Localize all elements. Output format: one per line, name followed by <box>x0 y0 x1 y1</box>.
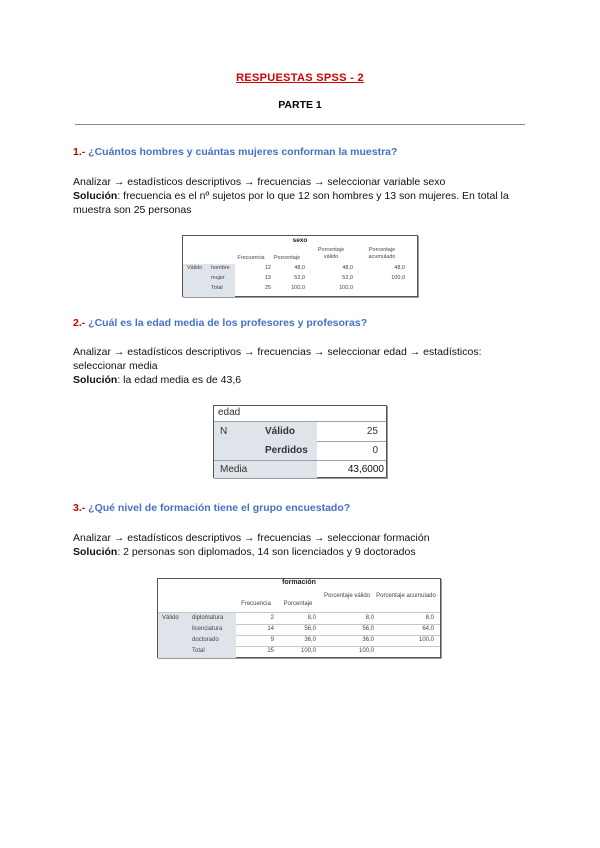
cell-cum: 8,0 <box>425 615 434 621</box>
cell-freq: 2 <box>270 615 274 621</box>
cell-valid: 8,0 <box>365 615 374 621</box>
cell-pct: 48,0 <box>294 265 305 271</box>
cell-valid: 48,0 <box>342 265 353 271</box>
cell-freq: 14 <box>267 626 274 632</box>
group-label: Válido <box>187 265 203 271</box>
row-divider <box>236 646 440 647</box>
cell-valid: 56,0 <box>362 626 374 632</box>
solution-text: : frecuencia es el nº sujetos por lo que 12 son hombres y 13 son mujeres. En total la muestra son 25 personas <box>73 190 509 216</box>
solution-text: : la edad media es de 43,6 <box>117 374 242 386</box>
col-header: Frecuencia <box>237 255 265 261</box>
document-title: RESPUESTAS SPSS - 2 <box>236 72 364 84</box>
cell-freq: 13 <box>264 275 271 281</box>
question-2-number: 2.- <box>73 317 86 329</box>
solution-label: Solución <box>73 374 118 386</box>
table-title: formación <box>282 579 316 586</box>
cell-freq: 9 <box>270 637 274 643</box>
cell-pct: 8,0 <box>307 615 316 621</box>
question-3-number: 3.- <box>73 502 86 514</box>
row-label: Total <box>192 648 205 654</box>
col-header: Porcentaje válido <box>317 247 345 260</box>
cell-pct: 52,0 <box>294 275 305 281</box>
cell-freq: 25 <box>264 285 271 291</box>
question-3 <box>73 502 350 514</box>
row-divider <box>236 624 440 625</box>
row-divider <box>317 441 386 442</box>
solution-label: Solución <box>73 190 118 202</box>
cell-valid: 100,0 <box>339 285 353 291</box>
valid-value: 25 <box>366 426 378 437</box>
col-header: Porcentaje válido <box>323 593 371 599</box>
cell-pct: 56,0 <box>304 626 316 632</box>
cell-cum: 100,0 <box>418 637 434 643</box>
table-title: sexo <box>292 237 308 244</box>
col-header: Frecuencia <box>241 601 271 607</box>
cell-pct: 36,0 <box>304 637 316 643</box>
mean-value: 43,6000 <box>347 464 384 475</box>
answer-2-solution <box>73 373 528 387</box>
cell-valid: 36,0 <box>362 637 374 643</box>
answer-3-steps: Analizar → estadísticos descriptivos → frecuencias → seleccionar formación <box>73 532 430 544</box>
row-label: licenciatura <box>192 626 223 632</box>
col-header: Porcentaje <box>273 255 301 261</box>
n-label: N <box>220 426 228 437</box>
answer-1-steps: Analizar → estadísticos descriptivos → frecuencias → seleccionar variable sexo <box>73 176 446 188</box>
answer-2 <box>73 345 528 387</box>
cell-freq: 25 <box>267 648 274 654</box>
spss-table-edad <box>213 405 387 478</box>
row-label: hombre <box>211 265 230 271</box>
cell-cum: 48,0 <box>394 265 405 271</box>
cell-pct: 100,0 <box>291 285 305 291</box>
row-divider <box>236 635 440 636</box>
cell-pct: 100,0 <box>300 648 316 654</box>
col-header: Porcentaje <box>283 601 313 607</box>
spss-table-formacion <box>157 578 441 658</box>
answer-2-steps: Analizar → estadísticos descriptivos → frecuencias → seleccionar edad → estadísticos: seleccionar media <box>73 346 482 372</box>
table-title: edad <box>218 407 241 418</box>
row-label: mujer <box>211 275 225 281</box>
answer-1 <box>73 175 528 217</box>
solution-text: : 2 personas son diplomados, 14 son licenciados y 9 doctorados <box>117 546 416 558</box>
cell-valid: 52,0 <box>342 275 353 281</box>
section-title: PARTE 1 <box>278 99 322 111</box>
group-label: Válido <box>162 615 179 621</box>
missing-value: 0 <box>372 445 378 456</box>
col-header: Porcentaje acumulado <box>368 247 396 260</box>
question-1-text: ¿Cuántos hombres y cuántas mujeres conforman la muestra? <box>85 146 398 158</box>
question-2-text: ¿Cuál es la edad media de los profesores y profesoras? <box>85 317 368 329</box>
row-label: doctorado <box>192 637 219 643</box>
divider <box>75 124 525 125</box>
spss-table-sexo <box>182 235 418 297</box>
row-label: Total <box>211 285 223 291</box>
solution-label: Solución <box>73 546 118 558</box>
answer-3 <box>73 531 528 559</box>
question-2 <box>73 317 367 329</box>
mean-label: Media <box>220 464 248 475</box>
cell-cum: 100,0 <box>391 275 405 281</box>
row-label: diplomatura <box>192 615 224 621</box>
valid-label: Válido <box>265 426 296 437</box>
missing-label: Perdidos <box>265 445 308 456</box>
cell-cum: 64,0 <box>422 626 434 632</box>
answer-1-solution <box>73 189 528 217</box>
row-divider <box>214 460 386 461</box>
question-3-text: ¿Qué nivel de formación tiene el grupo encuestado? <box>85 502 351 514</box>
col-header: Porcentaje acumulado <box>376 593 436 599</box>
cell-valid: 100,0 <box>358 648 374 654</box>
row-divider <box>158 612 440 613</box>
question-1-number: 1.- <box>73 146 86 158</box>
row-divider <box>214 421 386 422</box>
question-1 <box>73 146 397 158</box>
answer-3-solution <box>73 545 528 559</box>
cell-freq: 12 <box>264 265 271 271</box>
